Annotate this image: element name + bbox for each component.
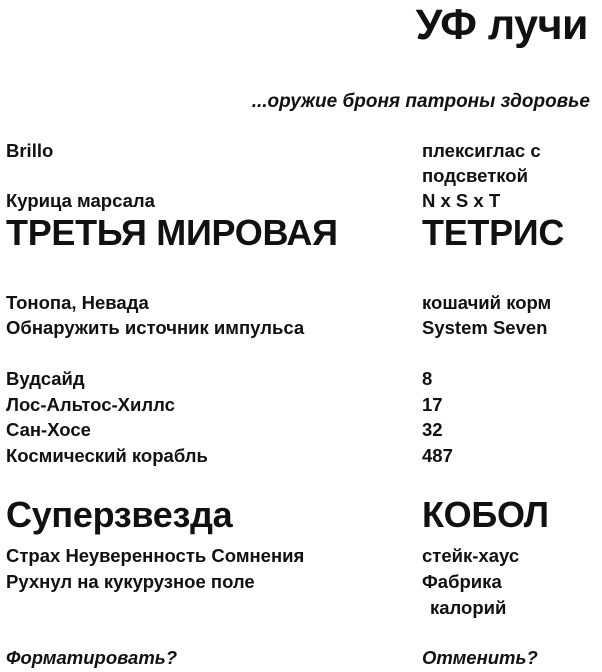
value-8: 8: [422, 368, 433, 389]
menu-item-nxsxt[interactable]: N x S x T: [422, 190, 501, 211]
value-32: 32: [422, 419, 443, 440]
menu-item-steakhouse[interactable]: стейк-хаус: [422, 545, 520, 566]
menu-item-plexiglass-line2: подсветкой: [422, 165, 528, 186]
menu-item-system-seven[interactable]: System Seven: [422, 317, 548, 338]
menu-item-brillo[interactable]: Brillo: [6, 140, 54, 161]
menu-item-tonopah[interactable]: Тонопа, Невада: [6, 292, 149, 313]
menu-item-find-pulse-source[interactable]: Обнаружить источник импульса: [6, 317, 305, 338]
menu-item-chicken-marsala[interactable]: Курица марсала: [6, 190, 155, 211]
cancel-button[interactable]: Отменить?: [422, 647, 538, 668]
menu-item-fud[interactable]: Страх Неуверенность Сомнения: [6, 545, 305, 566]
menu-item-plexiglass-line1[interactable]: плексиглас с: [422, 140, 541, 161]
heading-world-war-three[interactable]: ТРЕТЬЯ МИРОВАЯ: [6, 212, 338, 253]
format-button[interactable]: Форматировать?: [6, 647, 178, 668]
list-item-spaceship[interactable]: Космический корабль: [6, 445, 208, 466]
heading-superstar[interactable]: Суперзвезда: [6, 494, 233, 535]
list-item-los-altos-hills[interactable]: Лос-Альтос-Хиллс: [6, 394, 175, 415]
heading-tetris[interactable]: ТЕТРИС: [422, 212, 565, 253]
value-17: 17: [422, 394, 443, 415]
tagline: ...оружие броня патроны здоровье: [251, 91, 590, 112]
menu-item-calorie-factory-line1[interactable]: Фабрика: [422, 571, 502, 592]
heading-cobol[interactable]: КОБОЛ: [422, 494, 549, 535]
list-item-woodside[interactable]: Вудсайд: [6, 368, 85, 389]
value-487: 487: [422, 445, 453, 466]
menu-item-calorie-factory-line2: калорий: [430, 597, 507, 618]
menu-item-crashed-cornfield[interactable]: Рухнул на кукурузное поле: [6, 571, 255, 592]
menu-item-cat-food[interactable]: кошачий корм: [422, 292, 552, 313]
page-title: УФ лучи: [415, 1, 588, 49]
list-item-san-jose[interactable]: Сан-Хосе: [6, 419, 91, 440]
